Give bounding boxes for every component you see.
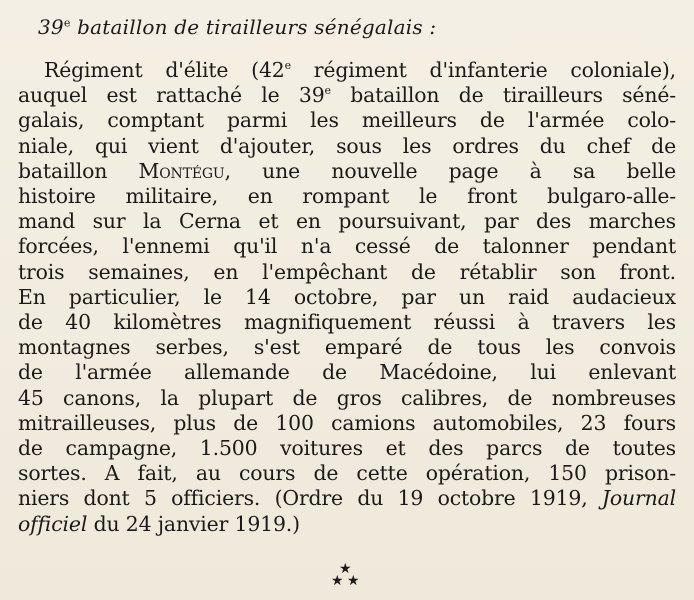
paragraph-line: trois semaines, en l'empêchant de rétablir son front.	[18, 259, 676, 284]
journal-title-part: Journal	[601, 486, 676, 511]
paragraph-line: mand sur la Cerna et en poursuivant, par des marches	[18, 209, 676, 234]
paragraph-line: galais, comptant parmi les meilleurs de l'armée colo-	[18, 108, 676, 133]
citation-paragraph	[18, 58, 676, 537]
paragraph-line: En particulier, le 14 octobre, par un raid audacieux	[18, 284, 676, 309]
ordinal-suffix: e	[324, 84, 331, 98]
paragraph-line: montagnes serbes, s'est emparé de tous les convois	[18, 335, 676, 360]
paragraph-line	[18, 512, 676, 537]
heading-ordinal-suffix: e	[63, 16, 71, 30]
line-text: régiment d'infanterie coloniale),	[290, 58, 676, 82]
paragraph-line: forcées, l'ennemi qu'il n'a cessé de talonner pendant	[18, 234, 676, 259]
star-icon: ★	[339, 561, 352, 577]
paragraph-line: histoire militaire, en rompant le front bulgaro-alle-	[18, 184, 676, 209]
line-text: auquel est rattaché le 39	[18, 83, 325, 108]
paragraph-line	[18, 58, 676, 83]
paragraph-line: de 40 kilomètres magnifiquement réussi à travers les	[18, 310, 676, 335]
section-heading	[38, 14, 436, 40]
journal-title-part: officiel	[18, 511, 88, 536]
paragraph-line: mitrailleuses, plus de 100 camions automobiles, 23 fours	[18, 410, 676, 435]
paragraph-line	[18, 486, 676, 511]
commander-name: Montégu	[138, 158, 225, 183]
paragraph-line	[18, 83, 676, 108]
star-icon: ★	[347, 573, 360, 589]
paragraph-line: de campagne, 1.500 voitures et des parcs de toutes	[18, 436, 676, 461]
paragraph-line: 45 canons, la plupart de gros calibres, de nombreuses	[18, 385, 676, 410]
line-text: bataillon de tirailleurs séné-	[330, 83, 676, 108]
line-text: Régiment d'élite (42	[44, 58, 285, 82]
paragraph-line: niale, qui vient d'ajouter, sous les ordres du chef de	[18, 133, 676, 158]
asterism-ornament	[326, 562, 366, 592]
ordinal-suffix: e	[284, 59, 291, 73]
paragraph-line: sortes. A fait, au cours de cette opération, 150 prison-	[18, 461, 676, 486]
line-text: niers dont 5 officiers. (Ordre du 19 octobre 1919,	[18, 486, 602, 511]
line-text: , une nouvelle page à sa belle	[224, 158, 676, 183]
heading-number: 39	[38, 15, 64, 39]
paragraph-line	[18, 159, 676, 184]
line-text: bataillon	[18, 158, 139, 183]
line-text: du 24 janvier 1919.)	[87, 511, 300, 536]
star-icon: ★	[331, 573, 344, 589]
paragraph-line: de l'armée allemande de Macédoine, lui enlevant	[18, 360, 676, 385]
heading-text: bataillon de tirailleurs sénégalais :	[70, 15, 437, 39]
